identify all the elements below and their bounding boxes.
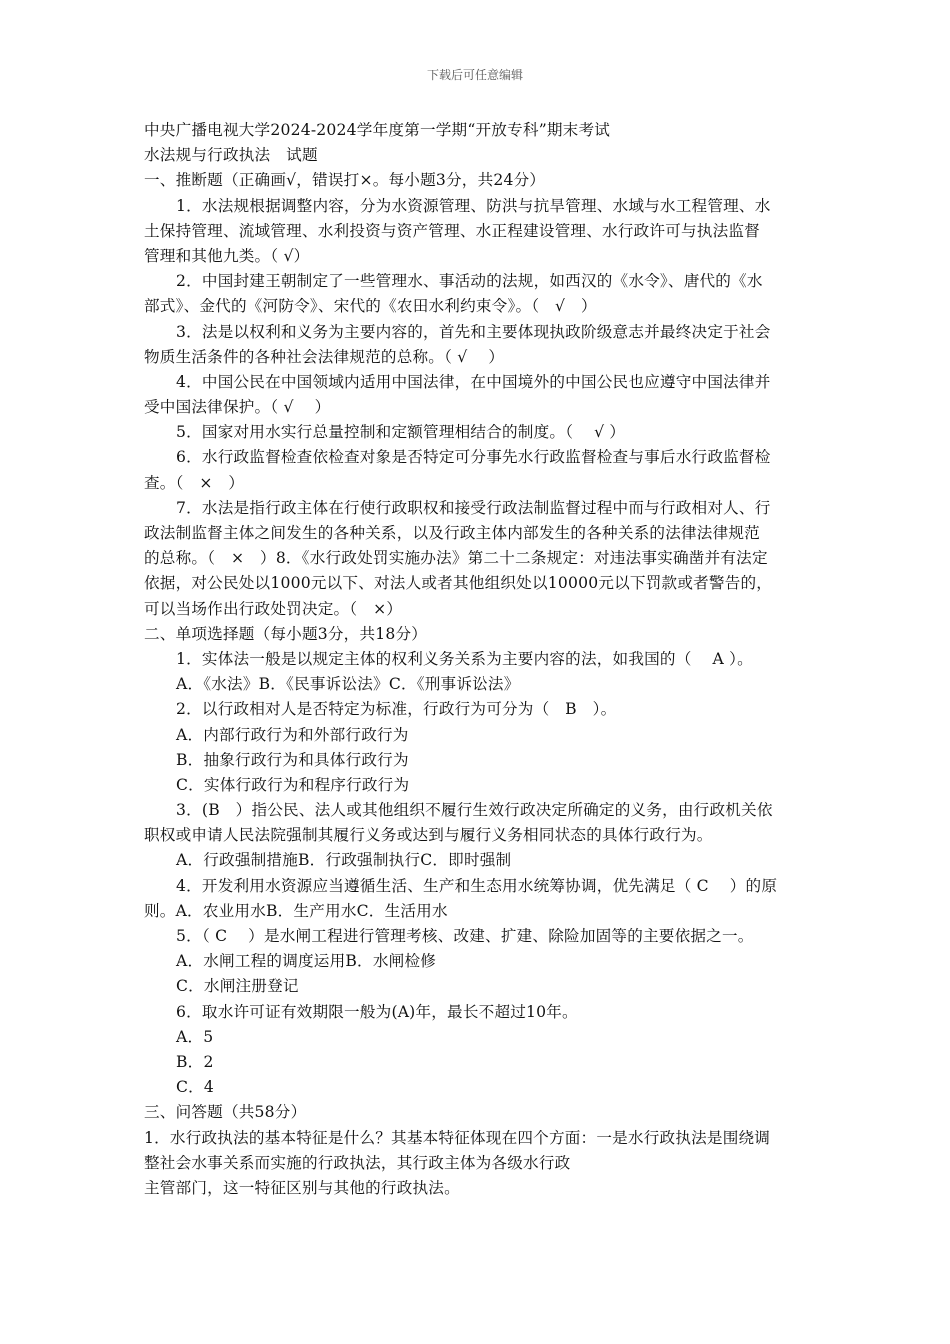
page-header: 下载后可任意编辑 xyxy=(426,68,523,82)
choice-line: 2．以行政相对人是否特定为标准，行政行为可分为（ B ）。 xyxy=(176,700,617,719)
section-heading-qa: 三、问答题（共58分） xyxy=(144,1103,307,1122)
choice-line: 1．实体法一般是以规定主体的权利义务关系为主要内容的法，如我国的（ A ）。 xyxy=(176,649,753,668)
choice-line: A．水闸工程的调度运用B．水闸检修 xyxy=(176,952,437,971)
exam-subtitle: 水法规与行政执法 试题 xyxy=(144,146,318,165)
question-line: 部式》、金代的《河防令》、宋代的《农田水利约束令》。（ √ ） xyxy=(144,297,597,316)
choice-line: A．内部行政行为和外部行政行为 xyxy=(176,725,409,744)
choice-line: 6．取水许可证有效期限一般为(A)年，最长不超过10年。 xyxy=(176,1002,578,1021)
section-heading-judgment: 一、推断题（正确画√，错误打×。每小题3分，共24分） xyxy=(144,171,546,190)
question-line: 土保持管理、流域管理、水利投资与资产管理、水正程建设管理、水行政许可与执法监督 xyxy=(144,221,760,240)
document-body xyxy=(144,118,812,1201)
choice-line: 职权或申请人民法院强制其履行义务或达到与履行义务相同状态的具体行政行为。 xyxy=(144,826,713,845)
choice-line: B．2 xyxy=(176,1052,214,1071)
question-line: 受中国法律保护。（ √ ） xyxy=(144,398,331,417)
choice-line: 5．（ C ）是水闸工程进行管理考核、改建、扩建、除险加固等的主要依据之一。 xyxy=(176,927,754,945)
question-line: 可以当场作出行政处罚决定。（ ×） xyxy=(144,599,403,618)
question-line: 7．水法是指行政主体在行使行政职权和接受行政法制监督过程中而与行政相对人、行 xyxy=(176,498,771,517)
section-heading-choice: 二、单项选择题（每小题3分，共18分） xyxy=(144,624,428,643)
question-line: 3．法是以权利和义务为主要内容的，首先和主要体现执政阶级意志并最终决定于社会 xyxy=(176,322,771,341)
qa-line: 主管部门，这一特征区别与其他的行政执法。 xyxy=(144,1178,460,1197)
question-line: 物质生活条件的各种社会法律规范的总称。（ √ ） xyxy=(144,347,505,366)
question-line: 2．中国封建王朝制定了一些管理水、事活动的法规，如西汉的《水令》、唐代的《水 xyxy=(176,272,763,291)
qa-line: 1．水行政执法的基本特征是什么？其基本特征体现在四个方面：一是水行政执法是围绕调 xyxy=(144,1128,771,1147)
choice-line: A．《水法》B．《民事诉讼法》C．《刑事诉讼法》 xyxy=(176,675,520,694)
question-line: 查。（ × ） xyxy=(144,473,245,492)
choice-line: 3．(B ）指公民、法人或其他组织不履行生效行政决定所确定的义务，由行政机关依 xyxy=(176,801,773,820)
choice-line: A．5 xyxy=(176,1027,214,1046)
choice-line: C．水闸注册登记 xyxy=(176,977,299,996)
question-line: 1．水法规根据调整内容，分为水资源管理、防洪与抗旱管理、水域与水工程管理、水 xyxy=(176,196,771,215)
choice-line: C．实体行政行为和程序行政行为 xyxy=(176,775,410,794)
question-line: 5．国家对用水实行总量控制和定额管理相结合的制度。（ √ ） xyxy=(176,423,626,442)
choice-line: A．行政强制措施B．行政强制执行C．即时强制 xyxy=(176,851,512,870)
choice-line: 则。A．农业用水B．生产用水C．生活用水 xyxy=(144,901,448,920)
question-line: 的总称。（ × ）8．《水行政处罚实施办法》第二十二条规定：对违法事实确凿并有法定 xyxy=(144,549,768,568)
question-line: 依据，对公民处以1000元以下、对法人或者其他组织处以10000元以下罚款或者警告的， xyxy=(144,574,773,593)
choice-line: B．抽象行政行为和具体行政行为 xyxy=(176,750,409,769)
question-line: 政法制监督主体之间发生的各种关系，以及行政主体内部发生的各种关系的法律法律规范 xyxy=(144,524,760,542)
question-line: 6．水行政监督检查依检查对象是否特定可分事先水行政监督检查与事后水行政监督检 xyxy=(176,448,771,467)
question-line: 管理和其他九类。（ √） xyxy=(144,246,310,265)
choice-line: 4．开发利用水资源应当遵循生活、生产和生态用水统筹协调，优先满足（ C ）的原 xyxy=(176,876,778,895)
question-line: 4．中国公民在中国领域内适用中国法律，在中国境外的中国公民也应遵守中国法律并 xyxy=(176,372,771,391)
qa-line: 整社会水事关系而实施的行政执法，其行政主体为各级水行政 xyxy=(144,1153,571,1172)
choice-line: C．4 xyxy=(176,1078,215,1097)
exam-title: 中央广播电视大学2024-2024学年度第一学期“开放专科”期末考试 xyxy=(144,121,611,139)
